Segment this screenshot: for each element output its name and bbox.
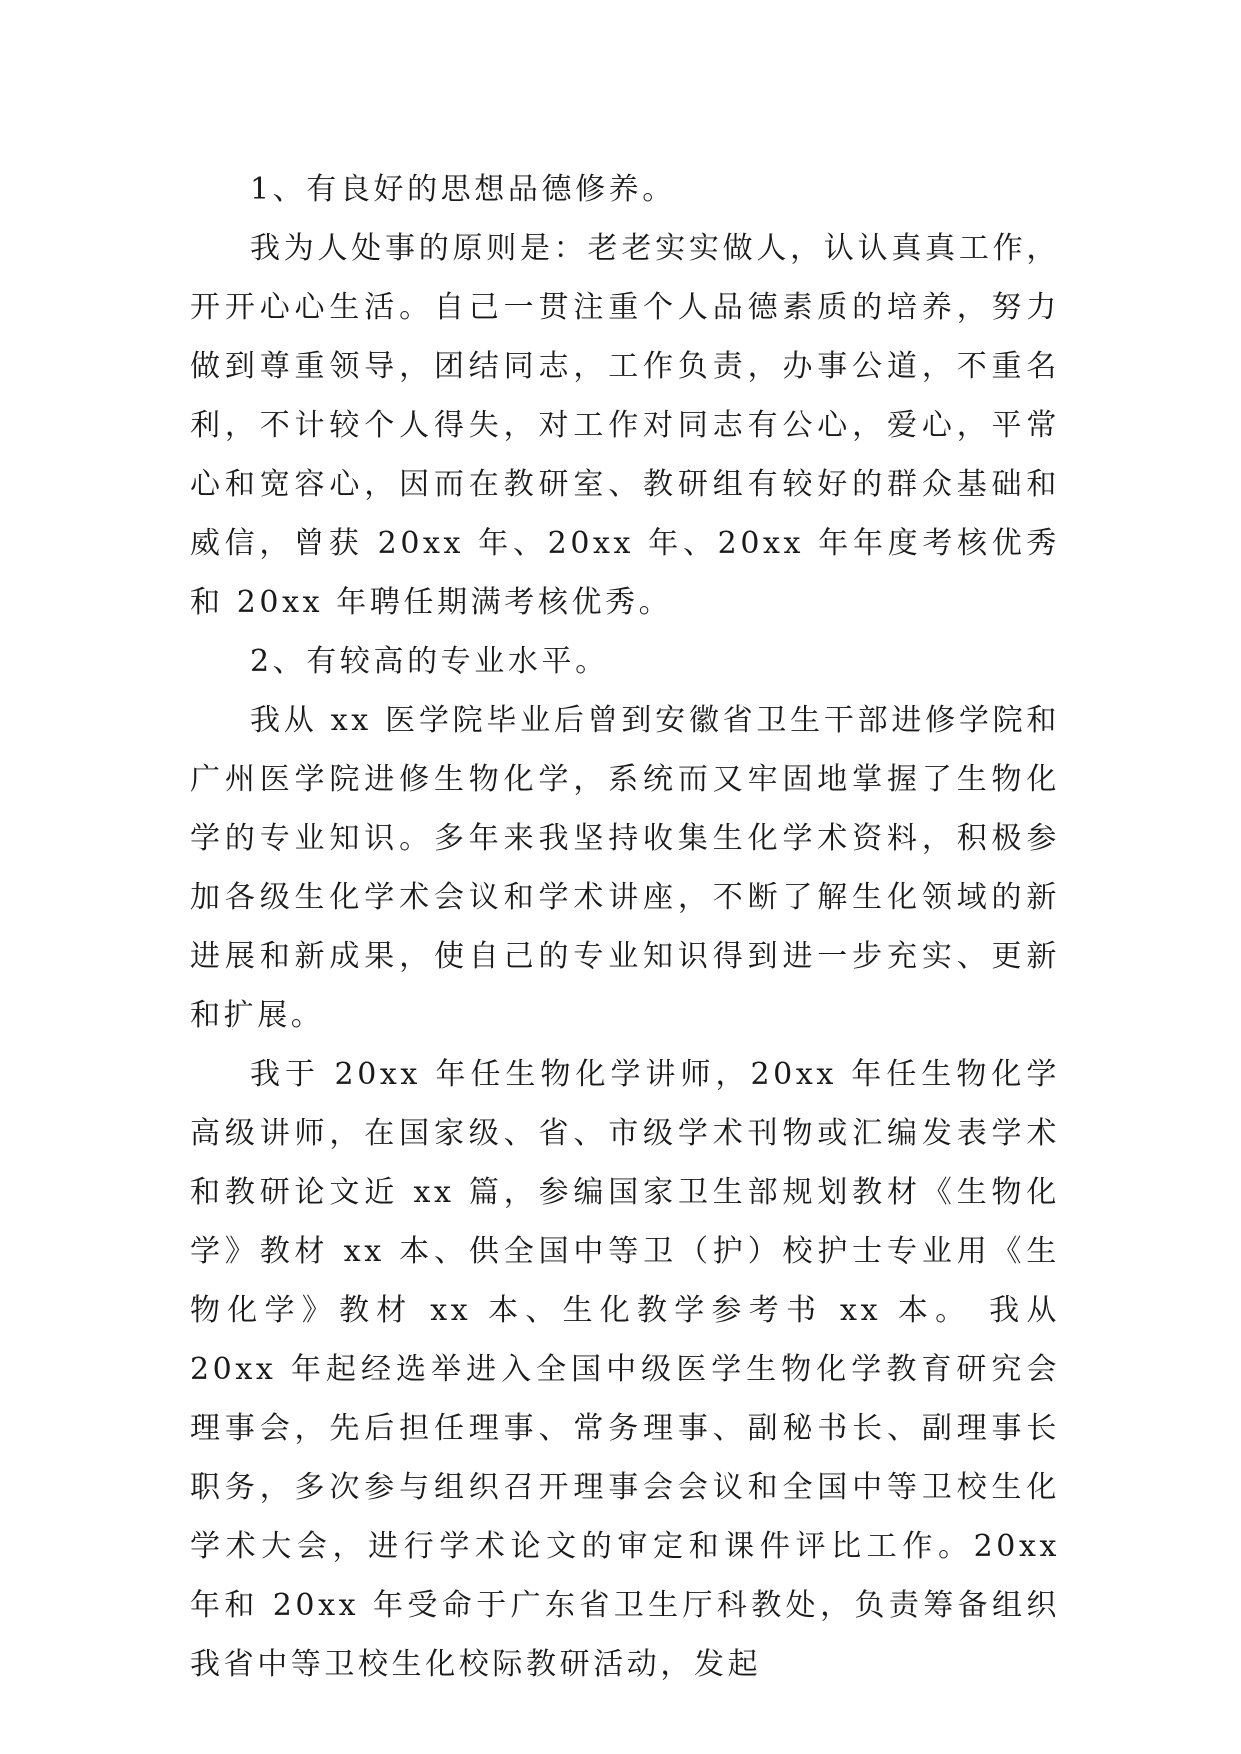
paragraph-education: 我从 xx 医学院毕业后曾到安徽省卫生干部进修学院和广州医学院进修生物化学，系统而又牢固地掌握了生物化学的专业知识。多年来我坚持收集生化学术资料，积极参加各级生化学术会议和学术讲座，不断了解生化领域的新进展和新成果，使自己的专业知识得到进一步充实、更新和扩展。 [190, 703, 1060, 1033]
document-body [190, 160, 1060, 1694]
paragraph-moral-character: 我为人处事的原则是：老老实实做人，认认真真工作，开开心心生活。自己一贯注重个人品德素质的培养，努力做到尊重领导，团结同志，工作负责，办事公道，不重名利，不计较个人得失，对工作对同志有公心，爱心，平常心和宽容心，因而在教研室、教研组有较好的群众基础和威信，曾获 20xx 年、20xx 年、20xx 年年度考核优秀和 20xx 年聘任期满考核优秀。 [190, 231, 1060, 620]
section-heading-2: 2、有较高的专业水平。 [250, 644, 609, 679]
section-heading-1: 1、有良好的思想品德修养。 [250, 172, 676, 207]
paragraph-achievements: 我于 20xx 年任生物化学讲师，20xx 年任生物化学高级讲师，在国家级、省、市级学术刊物或汇编发表学术和教研论文近 xx 篇，参编国家卫生部规划教材《生物化学》教材 xx 本、供全国中等卫（护）校护士专业用《生物化学》教材 xx 本、生化教学参考书 xx 本。 我从 20xx 年起经选举进入全国中级医学生物化学教育研究会理事会，先后担任理事、常务理事、副秘书长、副理事长职务，多次参与组织召开理事会会议和全国中等卫校生化学术大会，进行学术论文的审定和课件评比工作。20xx 年和 20xx 年受命于广东省卫生厅科教处，负责筹备组织我省中等卫校生化校际教研活动，发起 [190, 1057, 1060, 1682]
